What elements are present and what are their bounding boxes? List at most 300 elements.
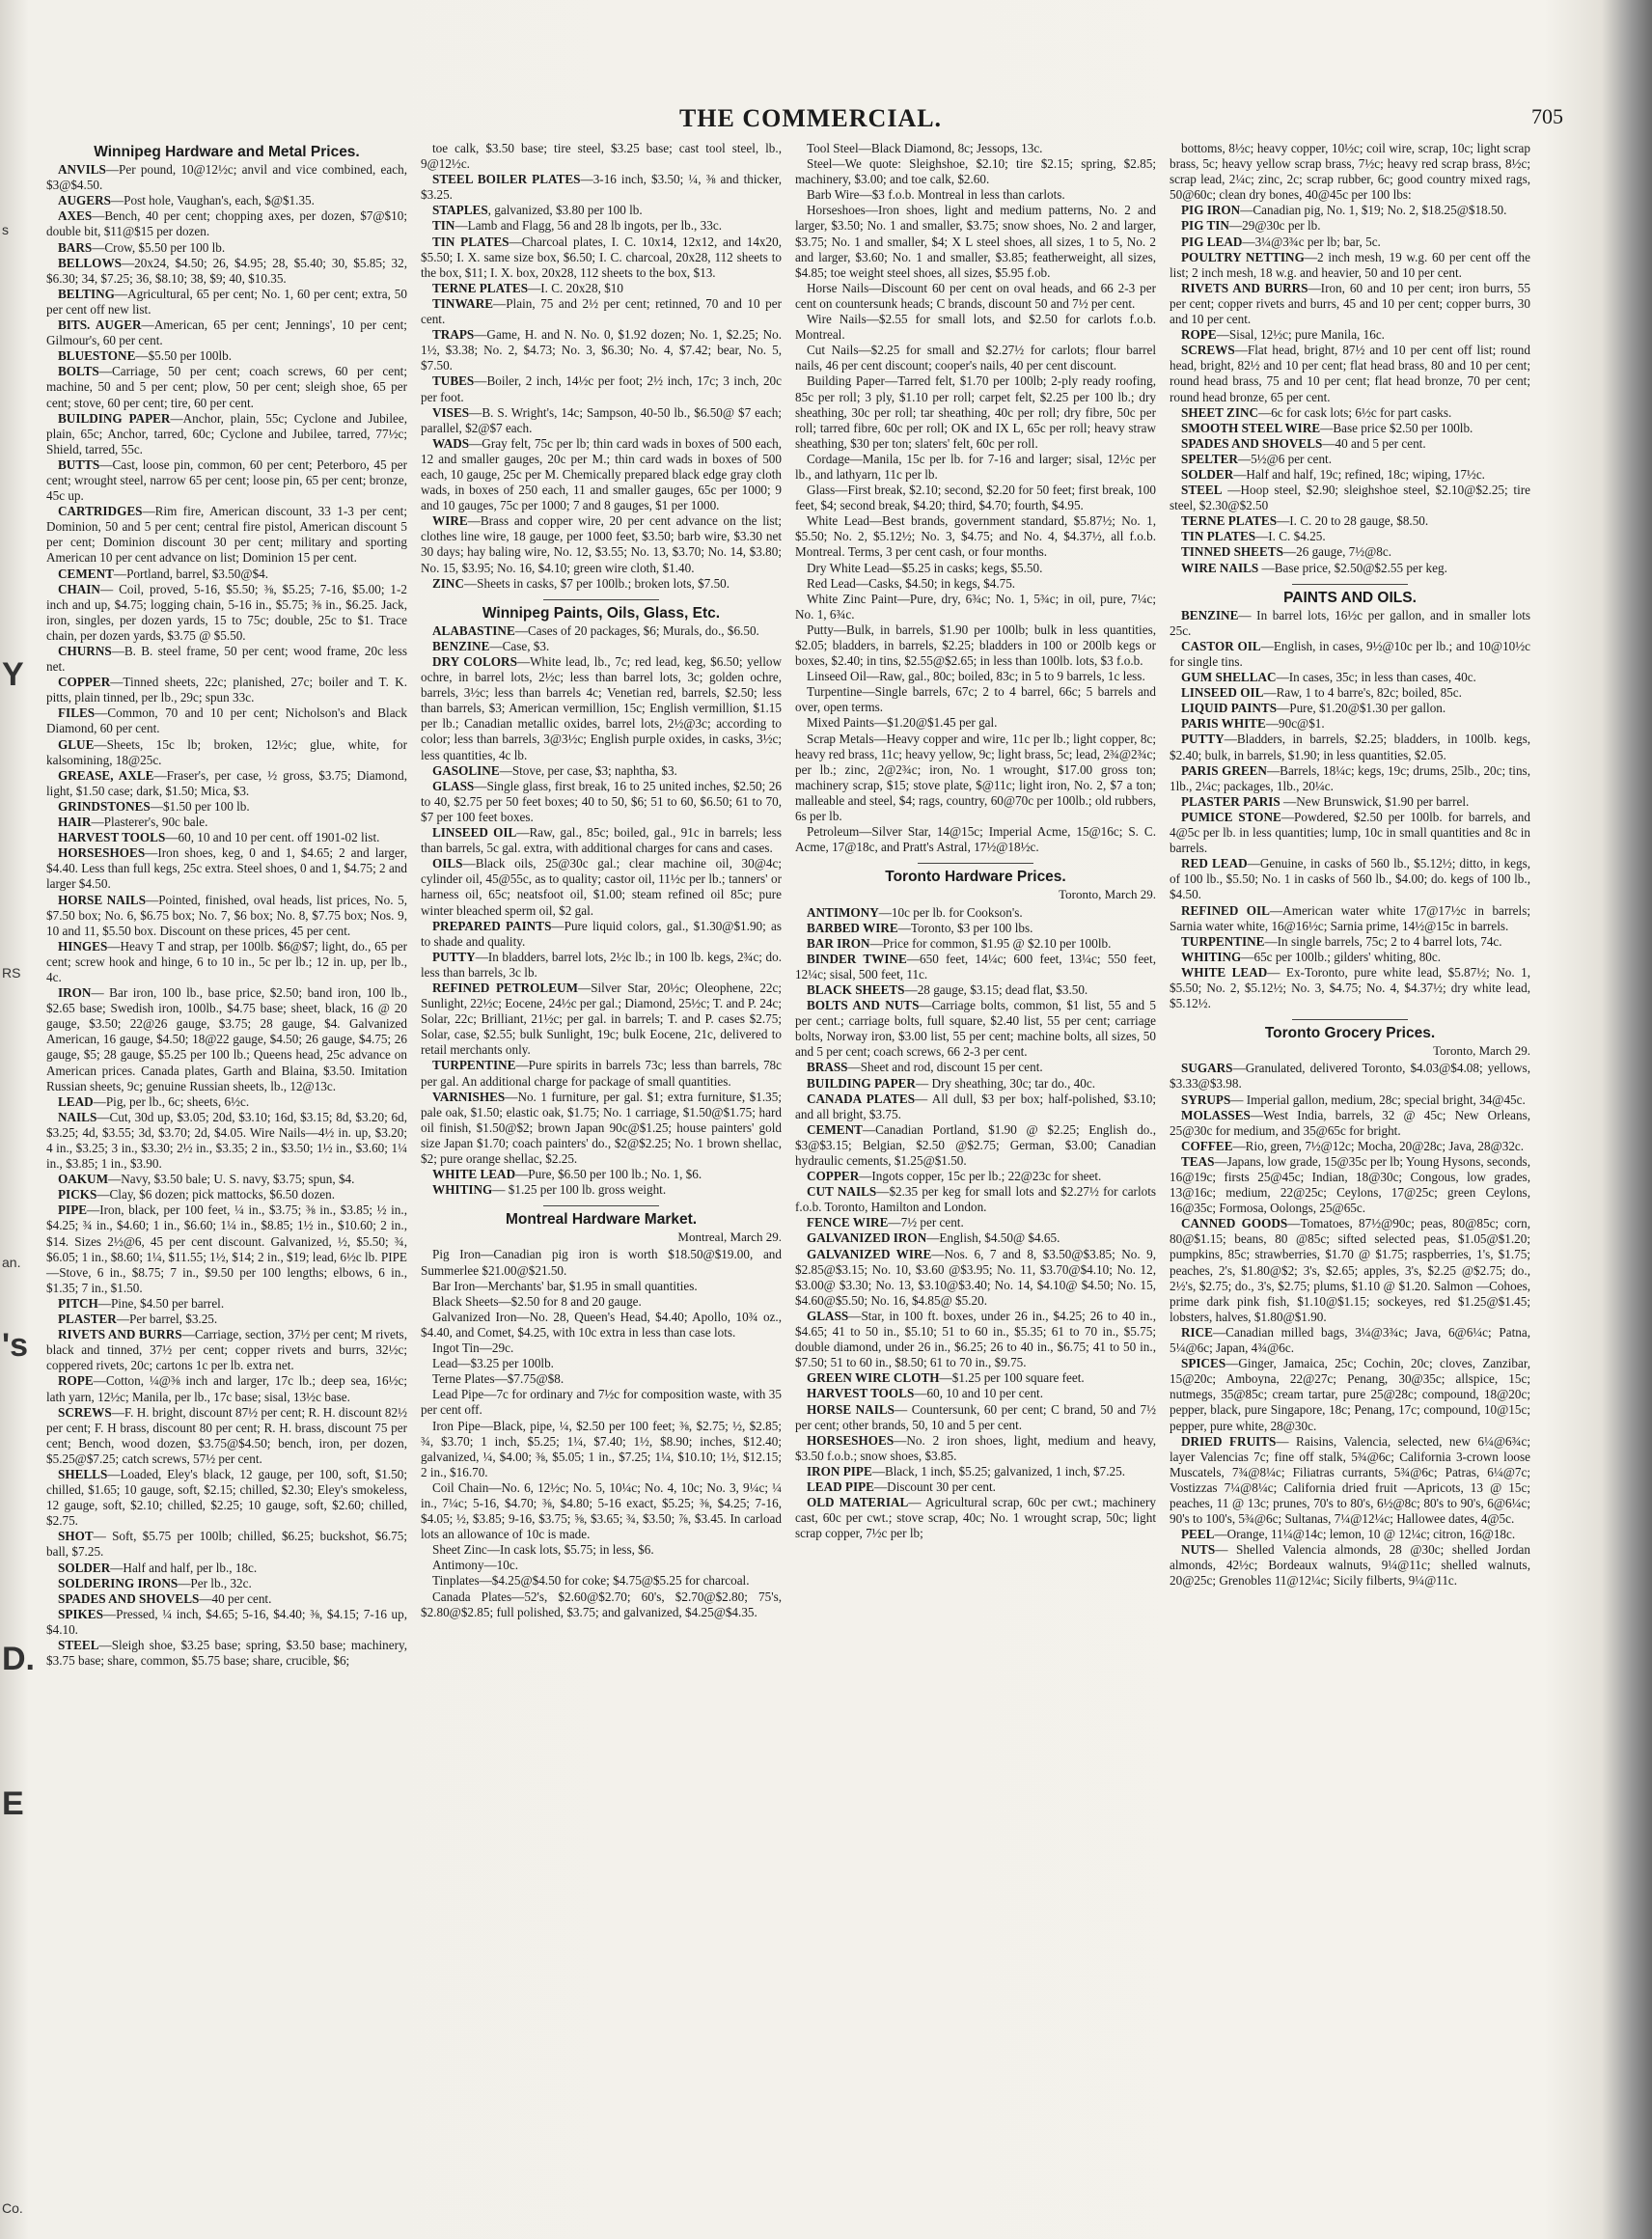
price-entry	[1170, 1216, 1530, 1325]
edge-fragment: RS	[2, 965, 21, 981]
price-entry	[1170, 436, 1530, 452]
entry-text: White Lead—Best brands, government standard, $5.87½; No. 1, $5.50; No. 2, $5.12½; No. 3, $4.75; and No. 4, $4.37½, all f.o.b. Montreal. Terms, 3 per cent cash, or four months.	[795, 513, 1156, 560]
entry-term: PIG IRON	[1181, 203, 1241, 218]
price-entry	[421, 373, 782, 404]
entry-term: GREASE, AXLE	[58, 767, 154, 783]
entry-term: WIRE	[432, 513, 468, 529]
entry-term: SOLDER	[1181, 466, 1234, 482]
entry-term: NUTS	[1181, 1542, 1216, 1558]
entry-term: COFFEE	[1181, 1138, 1233, 1153]
price-entry	[46, 675, 407, 705]
entry-text: White Zinc Paint—Pure, dry, 6¾c; No. 1, 5¾c; in oil, pure, 7¼c; No. 1, 6¾c.	[795, 591, 1156, 622]
price-entry	[46, 1172, 407, 1187]
price-entry	[421, 1558, 782, 1573]
entry-term: SHELLS	[58, 1466, 108, 1481]
price-entry	[421, 981, 782, 1058]
entry-term: WHITE LEAD	[432, 1167, 516, 1182]
entry-text: — Ex-Toronto, pure white lead, $5.87½; No. 1, $5.50; No. 2, $5.12½; No. 3, $4.75; No. 4, $4.37½; dry white lead, $5.12½.	[1170, 964, 1530, 1011]
entry-text: —Discount 30 per cent.	[873, 1479, 996, 1494]
price-entry	[421, 1058, 782, 1089]
entry-text: —American, 65 per cent; Jennings', 10 per cent; Gilmour's, 60 per cent.	[46, 318, 407, 348]
section-dateline: Toronto, March 29.	[1433, 1043, 1530, 1059]
entry-text: —In single barrels, 75c; 2 to 4 barrel lots, 74c.	[1264, 933, 1502, 949]
entry-text: —60, 10 and 10 per cent.	[914, 1386, 1043, 1401]
entry-term: TURPENTINE	[432, 1058, 516, 1073]
price-entry	[795, 1122, 1156, 1169]
entry-text: —Canadian Portland, $1.90 @ $2.25; English do., $3@$3.15; Belgian, $2.50 @$2.75; German, $3.00; Canadian hydraulic cements, $1.25@$1.50.	[795, 1121, 1156, 1168]
section-divider	[543, 599, 659, 600]
price-entry	[421, 1341, 782, 1356]
entry-term: SOLDER	[58, 1560, 111, 1575]
entry-text: —$2.35 per keg for small lots and $2.27½ for carlots f.o.b. Toronto, Hamilton and London.	[795, 1184, 1157, 1215]
adjacent-page-fragment	[0, 0, 35, 2239]
price-entry	[1170, 405, 1530, 421]
price-entry	[421, 1589, 782, 1620]
entry-term: BLACK SHEETS	[807, 981, 905, 997]
entry-term: LINSEED OIL	[1181, 685, 1264, 701]
entry-text: —No. 2 iron shoes, light, medium and heavy, $3.50 f.o.b.; snow shoes, $3.85.	[795, 1432, 1156, 1463]
entry-text: —Orange, 11¼@14c; lemon, 10 @ 12¼c; citron, 16@18c.	[1214, 1527, 1516, 1542]
entry-term: HORSE NAILS	[58, 892, 147, 907]
entry-term: TUBES	[432, 373, 475, 389]
entry-text: —Canadian milled bags, 3¼@3¾c; Java, 6@6¼c; Patna, 5¼@6c; Japan, 4¾@6c.	[1170, 1324, 1530, 1356]
entry-text: —Cut, 30d up, $3.05; 20d, $3.10; 16d, $3.15; 8d, $3.20; 6d, $3.25; 4d, $3.55; 3d, $3.70; 2d, $4.05. Wire Nails—4½ in. up, $3.20; 4 in., $3.25; 3 in., $3.30; 2½ in., $3.35; 2 in., $3.50; 1½ in., $3.60; 1¼ in., $3.85; 1 in., $3.90.	[46, 1109, 407, 1172]
entry-term: STAPLES	[432, 203, 488, 218]
price-entry	[1170, 1527, 1530, 1542]
entry-text: — Shelled Valencia almonds, 28 @30c; shelled Jordan almonds, 42½c; Bordeaux walnuts, 9¼@11c; shelled walnuts, 20@25c; Grenobles 11@12¼c; Sicily filberts, 9¼@11c.	[1170, 1542, 1530, 1589]
entry-term: HORSE NAILS	[807, 1401, 895, 1417]
entry-term: BOLTS	[58, 364, 99, 379]
entry-text: —Granulated, delivered Toronto, $4.03@$4.08; yellows, $3.33@$3.98.	[1170, 1061, 1530, 1092]
entry-text: —I. C. 20 to 28 gauge, $8.50.	[1277, 513, 1429, 529]
entry-term: PUMICE STONE	[1181, 809, 1281, 824]
entry-term: ROPE	[58, 1373, 94, 1389]
section-title: PAINTS AND OILS.	[1283, 589, 1417, 606]
entry-text: —Base price $2.50 per 100lb.	[1320, 420, 1473, 435]
entry-text: Turpentine—Single barrels, 67c; 2 to 4 barrel, 66c; 5 barrels and over, open terms.	[795, 684, 1156, 715]
entry-text: —Navy, $3.50 bale; U. S. navy, $3.75; spun, $4.	[108, 1172, 355, 1187]
edge-fragment: s	[2, 222, 9, 237]
price-entry	[795, 1169, 1156, 1184]
entry-text: —English, in cases, 9½@10c per lb.; and 10@10½c for single tins.	[1170, 638, 1531, 669]
entry-term: ANTIMONY	[807, 904, 879, 920]
price-entry	[1170, 561, 1530, 576]
entry-text: —Sleigh shoe, $3.25 base; spring, $3.50 base; machinery, $3.75 base; share, common, $5.75 base; share, crucible, $6;	[46, 1638, 407, 1669]
entry-term: TRAPS	[432, 327, 475, 343]
price-entry	[795, 141, 1156, 156]
entry-term: PITCH	[58, 1295, 98, 1311]
page-number: 705	[1531, 104, 1563, 128]
entry-text: —Sheet and rod, discount 15 per cent.	[847, 1060, 1043, 1075]
entry-term: ROPE	[1181, 327, 1217, 343]
price-entry	[46, 1327, 407, 1373]
entry-term: AUGERS	[58, 193, 111, 208]
price-entry	[1170, 218, 1530, 234]
entry-text: Barb Wire—$3 f.o.b. Montreal in less than carlots.	[807, 187, 1065, 203]
price-entry	[421, 639, 782, 654]
price-entry	[1170, 794, 1530, 810]
entry-term: FILES	[58, 705, 96, 721]
entry-text: —Pure spirits in barrels 73c; less than barrels, 78c per gal. An additional charge for package of small quantities.	[421, 1058, 782, 1089]
entry-text: Linseed Oil—Raw, gal., 80c; boiled, 83c; in 5 to 9 barrels, 1c less.	[807, 669, 1145, 684]
section-title: Winnipeg Hardware and Metal Prices.	[94, 144, 360, 160]
price-entry	[46, 364, 407, 410]
entry-text: —90c@$1.	[1265, 716, 1325, 732]
price-entry	[421, 235, 782, 281]
entry-text: —Rim fire, American discount, 33 1-3 per cent; Dominion, 50 and 5 per cent; central fire pistol, American discount 5 per cent; Dominion discount 30 per cent; military and sporting American 10 per cent advance on list; Dominion 15 per cent.	[46, 504, 407, 566]
entry-text: —Cotton, ¼@⅜ inch and larger, 17c lb.; deep sea, 16½c; lath yarn, 12½c; Manila, per lb., 17c base; sisal, 13½c base.	[46, 1373, 407, 1404]
entry-term: SOLDERING IRONS	[58, 1575, 179, 1590]
entry-text: —60, 10 and 10 per cent. off 1901-02 list.	[165, 830, 380, 845]
price-entry	[421, 779, 782, 825]
price-entry	[46, 1405, 407, 1467]
entry-text: —Single glass, first break, 16 to 25 united inches, $2.50; 26 to 40, $2.75 per 50 feet boxes; 40 to 50, $6; 51 to 60, $6.50; 61 to 70, $7 per 100 feet boxes.	[421, 778, 782, 824]
price-entry	[421, 1356, 782, 1371]
entry-text: —26 gauge, 7½@8c.	[1282, 544, 1392, 560]
entry-term: TERNE PLATES	[1181, 513, 1278, 529]
entry-text: —Portland, barrel, $3.50@$4.	[113, 566, 269, 581]
entry-text: —40 and 5 per cent.	[1322, 435, 1426, 451]
price-entry	[46, 1202, 407, 1296]
entry-term: VARNISHES	[432, 1089, 506, 1104]
entry-text: —Iron shoes, keg, 0 and 1, $4.65; 2 and larger, $4.40. Less than full kegs, 25c extra. Steel shoes, 0 and 1, $4.75; 2 and larger $4.50.	[46, 845, 407, 892]
entry-text: —Genuine, in casks of 560 lb., $5.12½; ditto, in kegs, of 100 lb., $5.50; No. 1 in casks of 560 lb., $4.00; do. kegs of 100 lb., $4.50.	[1170, 856, 1531, 902]
price-entry	[421, 203, 782, 218]
price-entry	[421, 654, 782, 763]
price-entry	[421, 1279, 782, 1294]
price-entry	[46, 799, 407, 815]
entry-text: Lead Pipe—7c for ordinary and 7½c for composition waste, with 35 per cent off.	[421, 1387, 782, 1418]
entry-text: Coil Chain—No. 6, 12½c; No. 5, 10¼c; No. 4, 10c; No. 3, 9¼c; ¼ in., 7¼c; 5-16, $4.70; ⅜, $4.80; 5-16 exact, $5.25; ⅜, $4.25; 7-16, $4.05; ½, $3.85; 9-16, $3.75; ⅝, $3.65; ¾, $3.50; ⅞, $3.45. In carload lots an allowance of 10c is made.	[421, 1479, 782, 1542]
entry-text: —Hoop steel, $2.90; sleighshoe steel, $2.10@$2.25; tire steel, $2.30@$2.50	[1170, 483, 1530, 513]
entry-term: PICKS	[58, 1187, 97, 1202]
entry-term: PARIS WHITE	[1181, 716, 1266, 732]
price-entry	[1170, 467, 1530, 483]
entry-term: SMOOTH STEEL WIRE	[1181, 420, 1321, 435]
entry-text: —Ginger, Jamaica, 25c; Cochin, 20c; cloves, Zanzibar, 15@20c; Amboyna, 22@27c; Penang, 30@35c; allspice, 15c; nutmegs, 35@85c; cream tartar, pure 25@28c; compound, 18@20c; pepper, black, pure Singapore, 18c; Penang, 17c; compound, 10@15c; pepper, pure white, 28@30c.	[1170, 1356, 1530, 1433]
entry-term: REFINED OIL	[1181, 902, 1270, 918]
entry-term: CHURNS	[58, 644, 112, 658]
entry-text: — In barrel lots, 16½c per gallon, and in smaller lots 25c.	[1170, 607, 1530, 638]
column-1	[46, 141, 407, 2216]
entry-term: MOLASSES	[1181, 1107, 1251, 1122]
entry-text: — Imperial gallon, medium, 28c; special bright, 34@45c.	[1230, 1092, 1526, 1107]
price-entry	[421, 141, 782, 172]
entry-term: PIPE	[58, 1202, 88, 1218]
entry-text: —Plasterer's, 90c bale.	[91, 815, 208, 830]
price-entry	[1170, 856, 1530, 902]
price-entry	[795, 203, 1156, 280]
page-header	[58, 104, 1563, 133]
entry-term: PEEL	[1181, 1527, 1215, 1542]
entry-term: DRIED FRUITS	[1181, 1433, 1277, 1449]
entry-term: RIVETS AND BURRS	[58, 1327, 182, 1342]
entry-term: CUT NAILS	[807, 1184, 877, 1200]
entry-term: TINWARE	[432, 295, 494, 311]
price-entry	[1170, 452, 1530, 467]
entry-text: —Per lb., 32c.	[178, 1575, 252, 1590]
entry-text: —White lead, lb., 7c; red lead, keg, $6.50; yellow ochre, in barrel lots, 2½c; less than barrel lots, 3c; golden ochre, barrels, 3½c; less than barrels 4c; Venetian red, barrels, $2.50; less than barrels, $3; American vermillion, 15c; English vermillion, $1.15 per lb.; Canadian metallic oxides, barrel lots, 2½@3c; according to color; less than barrels, 3@3½c; English purple oxides, in casks, 3½c; less quantities, 4c lb.	[421, 654, 782, 762]
entry-text: —28 gauge, $3.15; dead flat, $3.50.	[904, 981, 1088, 997]
entry-text: Lead—$3.25 per 100lb.	[432, 1356, 554, 1371]
entry-text: —Carriage, section, 37½ per cent; M rivets, black and tinned, 37½ per cent; copper rivets and burrs, 32½c; coppered rivets, 20c; cartons 1c per lb. extra net.	[46, 1327, 407, 1373]
price-entry	[795, 684, 1156, 715]
entry-term: CARTRIDGES	[58, 504, 143, 519]
entry-text: Putty—Bulk, in barrels, $1.90 per 100lb; bulk in less quantities, $2.05; bladders, in barrels, $2.25; bladders in 100 or 200lb kegs or boxes, $2.40; in tins, $2.55@$2.65; in less than 100lb. lots, $3 f.o.b.	[795, 622, 1156, 669]
entry-text: —Clay, $6 dozen; pick mattocks, $6.50 dozen.	[96, 1187, 336, 1202]
entry-term: LEAD	[58, 1093, 94, 1109]
entry-term: OILS	[432, 856, 463, 871]
entry-text: — All dull, $3 per box; half-polished, $3.10; and all bright, $3.75.	[795, 1091, 1156, 1121]
entry-term: POULTRY NETTING	[1181, 249, 1305, 264]
entry-text: —Per pound, 10@12½c; anvil and vice combined, each, $3@$4.50.	[46, 162, 407, 193]
price-entry	[795, 1386, 1156, 1401]
entry-term: BITS. AUGER	[58, 318, 142, 333]
entry-text: —7½ per cent.	[888, 1215, 964, 1230]
entry-term: BINDER TWINE	[807, 951, 907, 966]
entry-term: TURPENTINE	[1181, 933, 1265, 949]
price-entry	[795, 1433, 1156, 1464]
price-entry	[795, 312, 1156, 343]
entry-text: —Rio, green, 7½@12c; Mocha, 20@28c; Java, 28@32c.	[1232, 1138, 1525, 1153]
entry-term: TIN	[432, 218, 455, 234]
entry-term: LEAD PIPE	[807, 1479, 874, 1494]
section-divider	[1292, 584, 1408, 585]
entry-text: —English, $4.50@ $4.65.	[926, 1230, 1060, 1246]
entry-term: SUGARS	[1181, 1061, 1233, 1076]
entry-text: —2 inch mesh, 19 w.g. 60 per cent off the list; 2 inch mesh, 18 w.g. and heavier, 50 and 10 per cent.	[1170, 249, 1531, 280]
entry-term: HAIR	[58, 815, 92, 830]
entry-text: —West India, barrels, 32 @ 45c; New Orleans, 25@30c for medium, and 35@65c for bright.	[1170, 1107, 1530, 1138]
price-entry	[421, 919, 782, 950]
entry-text: bottoms, 8½c; heavy copper, 10½c; coil wire, scrap, 10c; light scrap brass, 5c; heavy yellow scrap brass, 7½c; heavy red scrap brass, 8½c; scrap lead, 2¼c; zinc, 2c; scrap rubber, 6c; good country mixed rags, 50@60c; clean dry bones, 40@45c per 100 lbs:	[1170, 141, 1530, 203]
entry-text: —Pure, $6.50 per 100 lb.; No. 1, $6.	[515, 1167, 702, 1182]
entry-term: HARVEST TOOLS	[58, 830, 166, 845]
entry-term: GRINDSTONES	[58, 798, 151, 814]
entry-text: —I. C. $4.25.	[1255, 529, 1326, 544]
entry-text: —Barrels, 18¼c; kegs, 19c; drums, 25lb., 20c; tins, 1lb., 2¼c; packages, 1lb., 20¼c.	[1170, 762, 1530, 793]
entry-term: DRY COLORS	[432, 654, 517, 669]
price-entry	[46, 1638, 407, 1669]
entry-term: BARBED WIRE	[807, 920, 898, 935]
price-entry	[46, 1591, 407, 1607]
column-3	[795, 141, 1156, 2216]
entry-text: , galvanized, $3.80 per 100 lb.	[487, 203, 643, 218]
section-title: Winnipeg Paints, Oils, Glass, Etc.	[482, 604, 721, 622]
price-entry	[421, 1294, 782, 1310]
entry-term: GLUE	[58, 736, 95, 752]
price-entry	[1170, 281, 1530, 327]
entry-text: Petroleum—Silver Star, 14@15c; Imperial Acme, 15@16c; S. C. Acme, 17@18c, and Pratt's Astral, 17½@18½c.	[795, 824, 1156, 855]
price-entry	[795, 592, 1156, 622]
price-entry	[795, 561, 1156, 576]
price-entry	[1170, 1092, 1530, 1108]
price-entry	[795, 156, 1156, 187]
entry-text: —Powdered, $2.50 per 100lb. for barrels, and 4@5c per lb. in less quantities; lump, 10c in small quantities and 8c in barrels.	[1170, 809, 1530, 856]
price-entry	[1170, 685, 1530, 701]
edge-fragment: Y	[2, 656, 24, 693]
entry-text: —Case, $3.	[489, 638, 550, 653]
price-entry	[421, 1573, 782, 1589]
entry-text: —I. C. 20x28, $10	[528, 280, 623, 295]
price-entry	[795, 1402, 1156, 1433]
entry-term: GALVANIZED IRON	[807, 1230, 927, 1246]
entry-text: —6c for cask lots; 6½c for part casks.	[1258, 404, 1452, 420]
entry-term: PLASTER	[58, 1312, 117, 1327]
entry-text: —Sheets in casks, $7 per 100lb.; broken lots, $7.50.	[463, 575, 730, 591]
price-entry	[1170, 670, 1530, 685]
entry-term: GLASS	[807, 1308, 849, 1323]
entry-text: —Brass and copper wire, 20 per cent advance on the list; clothes line wire, 18 gauge, per 1000 feet, $3.50; barb wire, $3.30 net 30 days; hay baling wire, No. 12, $3.55; No. 13, $3.70; No. 14, $3.80; No. 15, $3.95; No. 16, $4.10; green wire cloth, $1.40.	[421, 513, 782, 575]
entry-term: IRON	[58, 985, 92, 1001]
price-entry	[46, 768, 407, 799]
entry-text: —Base price, $2.50@$2.55 per keg.	[1258, 560, 1447, 575]
entry-text: Horseshoes—Iron shoes, light and medium patterns, No. 2 and larger, $3.50; No. 1 and smaller, $3.75; snow shoes, No. 2 and larger, $3.75; No. 1 and smaller, $4; X L steel shoes, all sizes, 1 to 5, No. 2 and larger, $3.60; No. 1 and smaller, $3.85; featherweight, all sizes, $4.85; toe weight steel shoes, all sizes, $5.95 f.ob.	[795, 203, 1156, 280]
entry-term: BLUESTONE	[58, 348, 136, 364]
entry-text: — Agricultural scrap, 60c per cwt.; machinery cast, 60c per cwt.; stove scrap, 40c; No. 1 wrought scrap, 50c; light scrap copper, 7½c per lb;	[795, 1495, 1156, 1541]
edge-fragment: D.	[2, 1641, 35, 1677]
entry-text: —Pressed, ¼ inch, $4.65; 5-16, $4.40; ⅜, $4.15; 7-16 up, $4.10.	[46, 1606, 407, 1637]
price-entry	[46, 162, 407, 193]
price-entry	[421, 623, 782, 639]
price-entry	[46, 1110, 407, 1172]
price-entry	[421, 1387, 782, 1418]
price-entry	[1170, 250, 1530, 281]
price-entry	[795, 952, 1156, 982]
entry-text: —Carriage, 50 per cent; coach screws, 60 per cent; machine, 50 and 5 per cent; plow, 50 per cent; sleigh shoe, 65 per cent; stove, 60 per cent; tire, 60 per cent.	[46, 364, 407, 410]
entry-term: REFINED PETROLEUM	[432, 980, 578, 995]
price-entry	[1170, 934, 1530, 950]
entry-term: TIN PLATES	[432, 234, 509, 249]
entry-text: —Pointed, finished, oval heads, list prices, No. 5, $7.50 box; No. 6, $6.75 box; No. 7, $6 box; No. 8, $7.75 box; Nos. 9, 10 and 11, $5.50 box. Discount on these prices, 45 per cent.	[46, 892, 407, 938]
price-entry	[46, 985, 407, 1094]
price-entry	[1170, 608, 1530, 639]
entry-term: VISES	[432, 404, 470, 420]
entry-text: —Tomatoes, 87½@90c; peas, 80@85c; corn, 80@$1.15; beans, 80 @85c; sifted selected peas, $1.05@$1.20; pumpkins, 85c; strawberries, $1.70 @ $1.75; raspberries, 1's, $1.75; peaches, 2's, $1.80@$2; 3's, $2.65; apples, 3's, $2.25 @$2.75; do., 2½'s, $2.75; do., 3's, $2.75; plums, $1.10 @ $1.20. Salmon —Cohoes, prime dark pink fish, $1.10@$1.15; sockeyes, red $1.25@$1.45; lobsters, halves, $1.80@$1.90.	[1170, 1216, 1531, 1324]
column-2	[421, 141, 782, 2216]
price-entry	[46, 644, 407, 675]
price-entry	[795, 824, 1156, 855]
price-entry	[46, 893, 407, 939]
price-entry	[421, 1247, 782, 1278]
entry-text: —B. B. steel frame, 50 per cent; wood frame, 20c less net.	[46, 644, 407, 675]
price-entry	[421, 513, 782, 575]
price-entry	[421, 1167, 782, 1182]
entry-term: SHEET ZINC	[1181, 404, 1259, 420]
price-entry	[421, 405, 782, 436]
entry-text: —Canadian pig, No. 1, $19; No. 2, $18.25@$18.50.	[1240, 203, 1507, 218]
entry-text: —American water white 17@17½c in barrels; Sarnia water white, 16@16½c; Sarnia prime, 14½@15c in barrels.	[1170, 902, 1530, 933]
entry-term: SCREWS	[58, 1404, 112, 1420]
entry-text: —In cases, 35c; in less than cases, 40c.	[1276, 670, 1476, 685]
price-entry	[795, 669, 1156, 684]
entry-text: Tool Steel—Black Diamond, 8c; Jessops, 13c.	[807, 141, 1043, 155]
entry-term: SHOT	[58, 1529, 94, 1544]
price-entry	[1170, 141, 1530, 203]
entry-text: —Price for common, $1.95 @ $2.10 per 100lb.	[869, 935, 1112, 951]
price-entry	[421, 1542, 782, 1558]
entry-term: TEAS	[1181, 1153, 1215, 1169]
price-entry	[795, 622, 1156, 669]
entry-text: —Plain, 75 and 2½ per cent; retinned, 70 and 10 per cent.	[421, 295, 782, 327]
entry-text: —Pure, $1.20@$1.30 per gallon.	[1277, 701, 1446, 716]
entry-term: GUM SHELLAC	[1181, 670, 1277, 685]
column-4	[1170, 141, 1530, 2216]
price-entry	[795, 921, 1156, 936]
entry-term: BENZINE	[432, 638, 490, 653]
entry-text: —20x24, $4.50; 26, $4.95; 28, $5.40; 30, $5.85; 32, $6.30; 34, $7.25; 36, $8.10; 38, $9; 40, $10.35.	[46, 255, 407, 286]
edge-fragment: E	[2, 1785, 24, 1822]
price-entry	[795, 1184, 1156, 1215]
entry-text: —Raw, 1 to 4 barre's, 82c; boiled, 85c.	[1263, 685, 1462, 701]
entry-text: —Lamb and Flagg, 56 and 28 lb ingots, per lb., 33c.	[454, 218, 722, 234]
entry-term: COPPER	[807, 1169, 860, 1184]
entry-term: WIRE NAILS	[1181, 560, 1259, 575]
price-entry	[795, 1464, 1156, 1479]
entry-term: WHITING	[1181, 949, 1242, 964]
entry-text: Galvanized Iron—No. 28, Queen's Head, $4.40; Apollo, 10¾ oz., $4.40, and Comet, $4.25, with 10c extra in less than case lots.	[421, 1309, 782, 1340]
entry-text: —Iron, black, per 100 feet, ¼ in., $3.75; ⅜ in., $3.85; ½ in., $4.25; ¾ in., $4.60; 1 in., $6.60; 1¼ in., $8.85; 1½ in., $10.60; 2 in., $14. Sizes 2½@6, 45 per cent discount. Galvanized, ½, $5.50; ¾, $6.05; 1 in., $8.60; 1¼, $11.55; 1½, $14; 2 in., $19; lead, 6½c lb. PIPE—Stove, 6 in., $8.75; 7 in., $9.50 per 100 lengths; elbows, 6 in., $1.35; 7 in., $1.50.	[46, 1202, 407, 1295]
entry-term: LIQUID PAINTS	[1181, 701, 1278, 716]
entry-term: ANVILS	[58, 162, 106, 178]
entry-term: STEEL	[58, 1638, 99, 1652]
entry-term: AXES	[58, 208, 93, 224]
entry-term: RIVETS AND BURRS	[1181, 280, 1308, 295]
entry-text: —Sheets, 15c lb; broken, 12½c; glue, white, for kalsomining, 18@25c.	[46, 736, 407, 767]
entry-text: —Bench, 40 per cent; chopping axes, per dozen, $7@$10; double bit, $11@$15 per dozen.	[46, 208, 407, 239]
entry-term: WHITE LEAD	[1181, 964, 1268, 980]
price-entry	[795, 1060, 1156, 1075]
price-entry	[1170, 544, 1530, 560]
entry-term: HORSESHOES	[58, 845, 146, 861]
entry-text: —Iron, 60 and 10 per cent; iron burrs, 55 per cent; copper rivets and burrs, 45 and 10 per cent; copper burrs, 30 and 10 per cent.	[1170, 280, 1530, 327]
entry-term: GREEN WIRE CLOTH	[807, 1370, 940, 1386]
price-entry	[421, 1182, 782, 1198]
entry-text: Sheet Zinc—In cask lots, $5.75; in less, $6.	[432, 1542, 654, 1558]
entry-text: —Pig, per lb., 6c; sheets, 6½c.	[93, 1093, 250, 1109]
entry-text: —Cases of 20 packages, $6; Murals, do., $6.50.	[514, 622, 759, 638]
price-entry	[421, 327, 782, 373]
section-dateline: Toronto, March 29.	[1059, 887, 1156, 902]
entry-text: Cordage—Manila, 15c per lb. for 7-16 and larger; sisal, 12½c per lb., and lathyarn, 11c per lb.	[795, 451, 1156, 482]
entry-text: —Anchor, plain, 55c; Cyclone and Jubilee, plain, 65c; Anchor, tarred, 60c; Cyclone and Jubilee, tarred, 77½c; Shield, tarred, 55c.	[46, 410, 407, 456]
price-entry	[1170, 903, 1530, 934]
entry-text: Iron Pipe—Black, pipe, ¼, $2.50 per 100 feet; ⅜, $2.75; ½, $2.85; ¾, $3.70; 1 inch, $5.25; 1¼, $7.40; 1½, $8.90; inches, $12.40; galvanized, ¼, $4.00; ⅜, $5.05; 1 in., $7.25; 1¼, $10.10; 1½, $12.15; 2 in., $16.70.	[421, 1418, 782, 1479]
price-entry	[795, 1230, 1156, 1246]
price-entry	[46, 1373, 407, 1404]
entry-text: —B. S. Wright's, 14c; Sampson, 40-50 lb., $6.50@ $7 each; parallel, $2@$7 each.	[421, 404, 782, 435]
edge-fragment: 's	[2, 1327, 28, 1364]
price-entry	[795, 982, 1156, 998]
price-entry	[1170, 1434, 1530, 1528]
entry-term: BUILDING PAPER	[807, 1075, 916, 1091]
entry-text: —3-16 inch, $3.50; ¼, ⅜ and thicker, $3.25.	[421, 172, 782, 203]
entry-text: —Black oils, 25@30c gal.; clear machine oil, 30@4c; cylinder oil, 45@55c, as to quality; castor oil, 11½c per lb.; tanners' or harness oil, 65c; neatsfoot oil, $1.00; steam refined oil 85c; pure winter bleached sperm oil, $2 gal.	[421, 856, 782, 918]
entry-text: —Pure liquid colors, gal., $1.30@$1.90; as to shade and quality.	[421, 918, 782, 949]
price-entry	[1170, 1108, 1530, 1139]
entry-text: —Common, 70 and 10 per cent; Nicholson's and Black Diamond, 60 per cent.	[46, 705, 407, 736]
entry-term: ZINC	[432, 575, 464, 591]
price-entry	[795, 1215, 1156, 1230]
entry-term: PUTTY	[1181, 732, 1225, 747]
price-entry	[46, 1467, 407, 1529]
entry-term: CHAIN	[58, 581, 100, 596]
price-entry	[46, 1187, 407, 1202]
entry-text: —Silver Star, 20½c; Oleophene, 22c; Sunlight, 22½c; Eocene, 24½c per gal.; Diamond, 25½c; T. and P. 24c; Solar, 22c; Brilliant, 21½c; per gal. in barrels; T. and P. cases $2.75; Solar, case, $2.55; bulk Sunlight, 19c; bulk Eocene, 21c, delivered to retail merchants only.	[421, 980, 783, 1058]
entry-term: SYRUPS	[1181, 1092, 1231, 1107]
entry-text: — Soft, $5.75 per 100lb; chilled, $6.25; buckshot, $6.75; ball, $7.25.	[46, 1529, 407, 1560]
price-entry	[1170, 1325, 1530, 1356]
